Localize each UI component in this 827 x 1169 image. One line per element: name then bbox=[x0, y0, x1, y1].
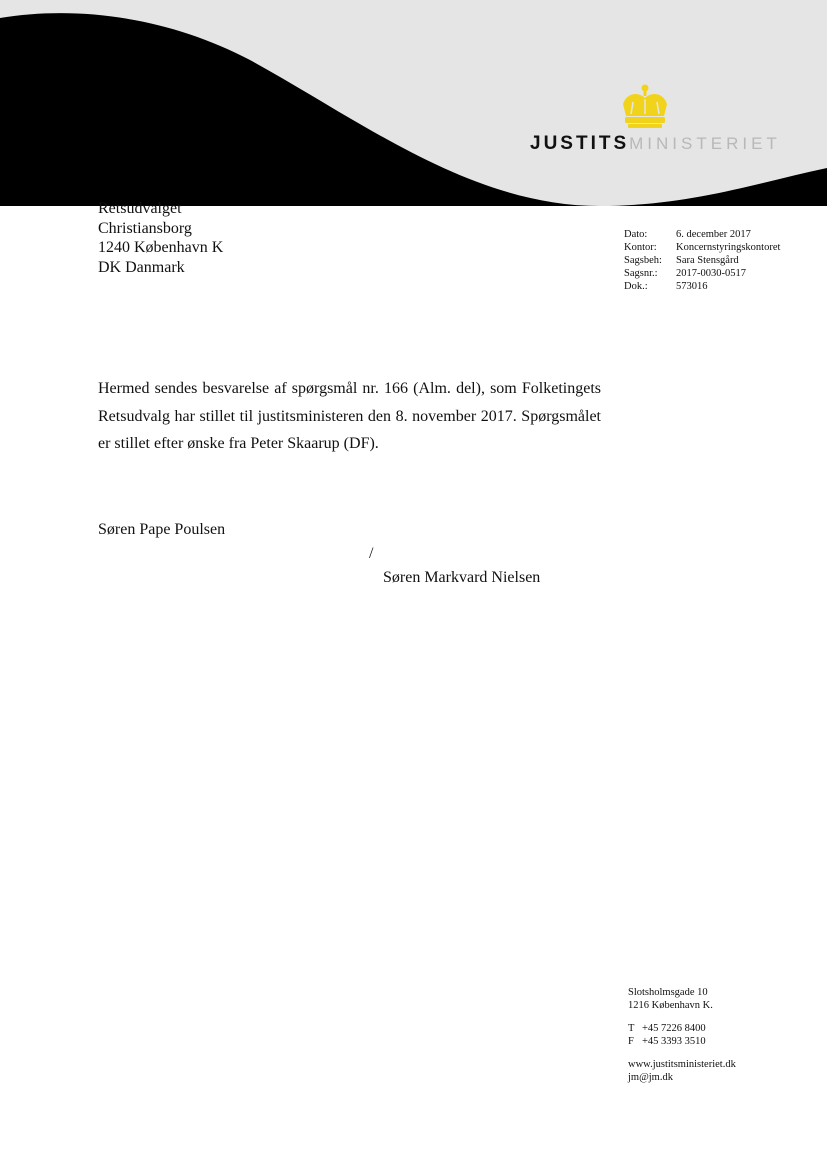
meta-label: Dok.: bbox=[624, 281, 648, 292]
meta-value: 2017-0030-0517 bbox=[676, 268, 746, 279]
signature-separator: / bbox=[369, 545, 374, 562]
meta-label: Dato: bbox=[624, 229, 648, 240]
recipient-line: Christiansborg bbox=[98, 219, 192, 237]
meta-row-case-number bbox=[624, 267, 780, 280]
recipient-address bbox=[98, 199, 223, 277]
footer-phones bbox=[628, 1022, 736, 1048]
footer-phone bbox=[628, 1022, 736, 1035]
letter-body: Hermed sendes besvarelse af spørgsmål nr. 166 (Alm. del), som Folketingets Retsudvalg har stillet til justitsministeren den 8. november 2017. Spørgsmålet er stillet efter ønske fra Peter Skaarup (DF). bbox=[98, 380, 601, 452]
logo-text-bold: JUSTITS bbox=[530, 133, 630, 154]
meta-row-handler bbox=[624, 254, 780, 267]
footer-city: 1216 København K. bbox=[628, 1000, 713, 1011]
signature-official: Søren Markvard Nielsen bbox=[383, 569, 541, 586]
meta-row-document bbox=[624, 280, 780, 293]
crown-icon bbox=[619, 84, 671, 130]
meta-label: Sagsnr.: bbox=[624, 268, 658, 279]
logo-text-light: MINISTERIET bbox=[629, 134, 781, 153]
letterhead-wave bbox=[0, 0, 827, 210]
footer-website-link[interactable]: www.justitsministeriet.dk bbox=[628, 1059, 736, 1070]
footer-email-link[interactable]: jm@jm.dk bbox=[628, 1072, 673, 1083]
footer-online bbox=[628, 1058, 736, 1084]
fax-label: F bbox=[628, 1036, 634, 1047]
letterhead bbox=[0, 0, 827, 210]
meta-value: Koncernstyringskontoret bbox=[676, 242, 781, 253]
meta-row-date bbox=[624, 228, 780, 241]
phone-label: T bbox=[628, 1023, 635, 1034]
meta-row-office bbox=[624, 241, 780, 254]
fax-number: +45 3393 3510 bbox=[642, 1036, 706, 1047]
phone-number: +45 7226 8400 bbox=[642, 1023, 706, 1034]
meta-value: 573016 bbox=[676, 281, 708, 292]
recipient-line: DK Danmark bbox=[98, 258, 185, 276]
footer-street: Slotsholmsgade 10 bbox=[628, 987, 708, 998]
meta-value: Sara Stensgård bbox=[676, 255, 739, 266]
case-metadata bbox=[624, 228, 780, 293]
meta-label: Sagsbeh: bbox=[624, 255, 662, 266]
footer-fax bbox=[628, 1035, 736, 1048]
recipient-line: Retsudvalget bbox=[98, 200, 182, 217]
footer-address bbox=[628, 986, 736, 1012]
signature-minister: Søren Pape Poulsen bbox=[98, 521, 226, 538]
ministry-logo-text bbox=[530, 134, 781, 153]
recipient-line: 1240 København K bbox=[98, 239, 224, 256]
sender-contact bbox=[628, 986, 736, 1094]
meta-value: 6. december 2017 bbox=[676, 229, 751, 240]
meta-label: Kontor: bbox=[624, 242, 657, 253]
